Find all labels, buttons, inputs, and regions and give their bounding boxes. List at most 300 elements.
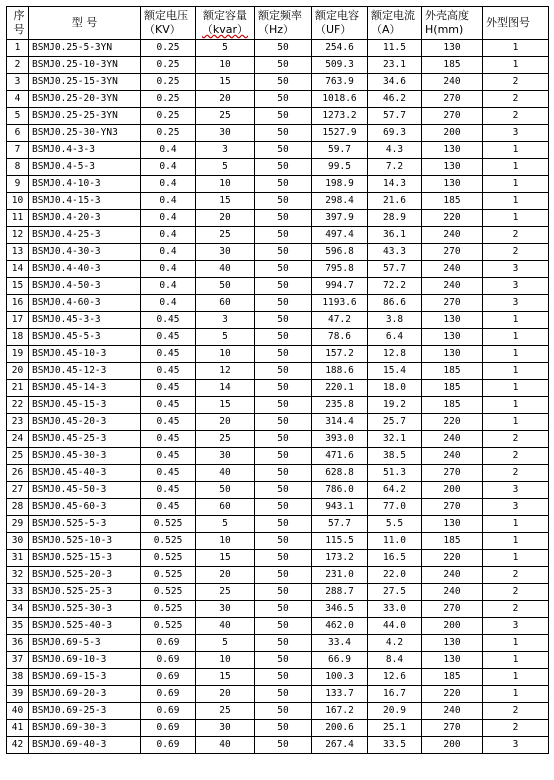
cell-frequency: 50: [255, 516, 312, 533]
cell-model: BSMJ0.69-5-3: [29, 635, 141, 652]
cell-current: 36.1: [368, 227, 422, 244]
cell-voltage: 0.25: [141, 40, 196, 57]
cell-frequency: 50: [255, 669, 312, 686]
cell-figure: 2: [483, 448, 549, 465]
cell-height: 185: [422, 57, 483, 74]
cell-current: 33.5: [368, 737, 422, 754]
header-model: 型 号: [29, 7, 141, 40]
cell-capacitance: 314.4: [312, 414, 368, 431]
cell-capacity: 12: [196, 363, 255, 380]
cell-voltage: 0.25: [141, 91, 196, 108]
cell-model: BSMJ0.525-15-3: [29, 550, 141, 567]
cell-capacity: 20: [196, 567, 255, 584]
cell-current: 51.3: [368, 465, 422, 482]
cell-current: 5.5: [368, 516, 422, 533]
table-row: [7, 652, 549, 669]
cell-frequency: 50: [255, 346, 312, 363]
cell-seq: 13: [7, 244, 29, 261]
header-voltage: 额定电压（KV）: [141, 7, 196, 40]
cell-frequency: 50: [255, 482, 312, 499]
cell-capacity: 30: [196, 244, 255, 261]
cell-capacitance: 66.9: [312, 652, 368, 669]
cell-model: BSMJ0.45-25-3: [29, 431, 141, 448]
cell-voltage: 0.45: [141, 397, 196, 414]
cell-seq: 37: [7, 652, 29, 669]
cell-seq: 20: [7, 363, 29, 380]
cell-capacitance: 628.8: [312, 465, 368, 482]
cell-current: 25.7: [368, 414, 422, 431]
cell-current: 32.1: [368, 431, 422, 448]
cell-current: 69.3: [368, 125, 422, 142]
table-row: [7, 550, 549, 567]
cell-current: 11.0: [368, 533, 422, 550]
cell-capacitance: 99.5: [312, 159, 368, 176]
cell-capacitance: 47.2: [312, 312, 368, 329]
table-row: [7, 482, 549, 499]
cell-capacity: 25: [196, 431, 255, 448]
table-row: [7, 142, 549, 159]
cell-model: BSMJ0.69-40-3: [29, 737, 141, 754]
cell-model: BSMJ0.45-5-3: [29, 329, 141, 346]
cell-seq: 42: [7, 737, 29, 754]
cell-voltage: 0.69: [141, 720, 196, 737]
header-figure: 外型图号: [483, 7, 549, 40]
table-row: [7, 737, 549, 754]
table-row: [7, 669, 549, 686]
cell-height: 240: [422, 703, 483, 720]
cell-voltage: 0.69: [141, 635, 196, 652]
table-row: [7, 312, 549, 329]
table-row: [7, 397, 549, 414]
cell-height: 270: [422, 295, 483, 312]
cell-height: 130: [422, 40, 483, 57]
cell-voltage: 0.4: [141, 227, 196, 244]
cell-frequency: 50: [255, 601, 312, 618]
cell-capacity: 15: [196, 193, 255, 210]
cell-figure: 1: [483, 686, 549, 703]
cell-current: 16.7: [368, 686, 422, 703]
cell-capacity: 3: [196, 142, 255, 159]
cell-capacitance: 254.6: [312, 40, 368, 57]
cell-model: BSMJ0.525-25-3: [29, 584, 141, 601]
cell-capacity: 5: [196, 635, 255, 652]
cell-voltage: 0.69: [141, 669, 196, 686]
cell-capacity: 25: [196, 703, 255, 720]
cell-seq: 40: [7, 703, 29, 720]
cell-figure: 1: [483, 550, 549, 567]
table-row: [7, 329, 549, 346]
cell-current: 11.5: [368, 40, 422, 57]
cell-frequency: 50: [255, 108, 312, 125]
cell-height: 185: [422, 669, 483, 686]
cell-height: 185: [422, 193, 483, 210]
cell-current: 21.6: [368, 193, 422, 210]
table-row: [7, 635, 549, 652]
table-row: [7, 244, 549, 261]
cell-height: 220: [422, 550, 483, 567]
table-row: [7, 448, 549, 465]
cell-height: 270: [422, 499, 483, 516]
cell-height: 240: [422, 567, 483, 584]
cell-current: 28.9: [368, 210, 422, 227]
cell-figure: 2: [483, 431, 549, 448]
cell-height: 270: [422, 108, 483, 125]
cell-seq: 32: [7, 567, 29, 584]
cell-figure: 2: [483, 720, 549, 737]
cell-figure: 1: [483, 57, 549, 74]
cell-capacity: 30: [196, 125, 255, 142]
cell-voltage: 0.25: [141, 108, 196, 125]
cell-current: 19.2: [368, 397, 422, 414]
cell-capacity: 14: [196, 380, 255, 397]
cell-capacitance: 1527.9: [312, 125, 368, 142]
cell-voltage: 0.525: [141, 550, 196, 567]
cell-figure: 1: [483, 380, 549, 397]
cell-current: 3.8: [368, 312, 422, 329]
cell-capacitance: 157.2: [312, 346, 368, 363]
cell-height: 200: [422, 482, 483, 499]
cell-voltage: 0.45: [141, 312, 196, 329]
cell-height: 220: [422, 414, 483, 431]
table-row: [7, 227, 549, 244]
cell-model: BSMJ0.4-10-3: [29, 176, 141, 193]
cell-figure: 1: [483, 652, 549, 669]
cell-height: 185: [422, 397, 483, 414]
header-seq: 序号: [7, 7, 29, 40]
cell-height: 130: [422, 346, 483, 363]
cell-voltage: 0.4: [141, 244, 196, 261]
cell-seq: 34: [7, 601, 29, 618]
cell-figure: 1: [483, 210, 549, 227]
table-row: [7, 159, 549, 176]
cell-capacitance: 235.8: [312, 397, 368, 414]
cell-capacity: 40: [196, 618, 255, 635]
cell-figure: 3: [483, 125, 549, 142]
cell-model: BSMJ0.45-50-3: [29, 482, 141, 499]
cell-height: 185: [422, 380, 483, 397]
cell-capacitance: 994.7: [312, 278, 368, 295]
cell-capacity: 15: [196, 74, 255, 91]
cell-capacitance: 231.0: [312, 567, 368, 584]
cell-seq: 15: [7, 278, 29, 295]
cell-voltage: 0.25: [141, 125, 196, 142]
cell-capacitance: 267.4: [312, 737, 368, 754]
cell-model: BSMJ0.525-30-3: [29, 601, 141, 618]
cell-voltage: 0.45: [141, 448, 196, 465]
table-row: [7, 346, 549, 363]
cell-capacity: 40: [196, 737, 255, 754]
cell-capacity: 10: [196, 176, 255, 193]
header-capacity-unit-text: （kvar）: [201, 23, 249, 36]
cell-height: 130: [422, 652, 483, 669]
cell-voltage: 0.45: [141, 346, 196, 363]
cell-capacitance: 298.4: [312, 193, 368, 210]
header-capacity: [196, 7, 255, 40]
cell-figure: 3: [483, 278, 549, 295]
cell-seq: 12: [7, 227, 29, 244]
cell-model: BSMJ0.45-60-3: [29, 499, 141, 516]
cell-frequency: 50: [255, 244, 312, 261]
cell-voltage: 0.4: [141, 159, 196, 176]
cell-frequency: 50: [255, 720, 312, 737]
cell-voltage: 0.4: [141, 210, 196, 227]
cell-capacitance: 786.0: [312, 482, 368, 499]
cell-seq: 39: [7, 686, 29, 703]
table-row: [7, 176, 549, 193]
cell-model: BSMJ0.4-20-3: [29, 210, 141, 227]
cell-capacity: 10: [196, 533, 255, 550]
cell-figure: 1: [483, 414, 549, 431]
cell-current: 57.7: [368, 261, 422, 278]
cell-height: 130: [422, 635, 483, 652]
cell-capacitance: 288.7: [312, 584, 368, 601]
cell-seq: 17: [7, 312, 29, 329]
cell-voltage: 0.525: [141, 533, 196, 550]
cell-height: 200: [422, 125, 483, 142]
cell-seq: 7: [7, 142, 29, 159]
cell-capacity: 20: [196, 210, 255, 227]
cell-seq: 11: [7, 210, 29, 227]
cell-voltage: 0.25: [141, 74, 196, 91]
cell-current: 8.4: [368, 652, 422, 669]
cell-capacity: 40: [196, 261, 255, 278]
cell-current: 27.5: [368, 584, 422, 601]
table-row: [7, 601, 549, 618]
cell-height: 270: [422, 601, 483, 618]
header-current: 额定电流（A）: [368, 7, 422, 40]
cell-seq: 1: [7, 40, 29, 57]
cell-current: 38.5: [368, 448, 422, 465]
cell-capacitance: 596.8: [312, 244, 368, 261]
cell-voltage: 0.4: [141, 176, 196, 193]
table-header: [7, 7, 549, 40]
cell-voltage: 0.525: [141, 516, 196, 533]
cell-current: 15.4: [368, 363, 422, 380]
cell-figure: 1: [483, 516, 549, 533]
cell-model: BSMJ0.45-40-3: [29, 465, 141, 482]
cell-figure: 3: [483, 295, 549, 312]
cell-frequency: 50: [255, 635, 312, 652]
cell-frequency: 50: [255, 193, 312, 210]
cell-current: 86.6: [368, 295, 422, 312]
cell-model: BSMJ0.25-10-3YN: [29, 57, 141, 74]
cell-capacitance: 173.2: [312, 550, 368, 567]
cell-model: BSMJ0.69-30-3: [29, 720, 141, 737]
cell-capacitance: 795.8: [312, 261, 368, 278]
cell-model: BSMJ0.4-60-3: [29, 295, 141, 312]
cell-height: 240: [422, 278, 483, 295]
table-row: [7, 261, 549, 278]
cell-frequency: 50: [255, 91, 312, 108]
cell-frequency: 50: [255, 431, 312, 448]
cell-voltage: 0.525: [141, 618, 196, 635]
table-row: [7, 431, 549, 448]
cell-voltage: 0.69: [141, 703, 196, 720]
cell-frequency: 50: [255, 465, 312, 482]
cell-capacitance: 397.9: [312, 210, 368, 227]
cell-height: 240: [422, 227, 483, 244]
cell-seq: 2: [7, 57, 29, 74]
cell-frequency: 50: [255, 499, 312, 516]
cell-seq: 9: [7, 176, 29, 193]
cell-model: BSMJ0.4-5-3: [29, 159, 141, 176]
cell-frequency: 50: [255, 686, 312, 703]
cell-model: BSMJ0.45-14-3: [29, 380, 141, 397]
cell-voltage: 0.4: [141, 261, 196, 278]
cell-model: BSMJ0.69-20-3: [29, 686, 141, 703]
capacitor-spec-table: [6, 6, 549, 754]
cell-capacity: 20: [196, 91, 255, 108]
cell-height: 200: [422, 737, 483, 754]
cell-capacity: 20: [196, 414, 255, 431]
cell-height: 240: [422, 74, 483, 91]
cell-capacitance: 198.9: [312, 176, 368, 193]
cell-capacitance: 100.3: [312, 669, 368, 686]
cell-height: 130: [422, 312, 483, 329]
cell-current: 20.9: [368, 703, 422, 720]
cell-capacitance: 188.6: [312, 363, 368, 380]
cell-capacity: 5: [196, 516, 255, 533]
table-row: [7, 125, 549, 142]
cell-current: 64.2: [368, 482, 422, 499]
cell-model: BSMJ0.25-5-3YN: [29, 40, 141, 57]
cell-capacity: 60: [196, 499, 255, 516]
cell-seq: 36: [7, 635, 29, 652]
cell-figure: 2: [483, 74, 549, 91]
cell-capacitance: 509.3: [312, 57, 368, 74]
cell-current: 77.0: [368, 499, 422, 516]
cell-model: BSMJ0.45-12-3: [29, 363, 141, 380]
cell-figure: 2: [483, 465, 549, 482]
table-row: [7, 40, 549, 57]
cell-model: BSMJ0.25-25-3YN: [29, 108, 141, 125]
cell-model: BSMJ0.45-3-3: [29, 312, 141, 329]
cell-frequency: 50: [255, 176, 312, 193]
cell-capacity: 5: [196, 329, 255, 346]
cell-seq: 21: [7, 380, 29, 397]
cell-frequency: 50: [255, 380, 312, 397]
table-row: [7, 567, 549, 584]
cell-model: BSMJ0.525-40-3: [29, 618, 141, 635]
cell-figure: 1: [483, 193, 549, 210]
cell-voltage: 0.45: [141, 329, 196, 346]
table-row: [7, 363, 549, 380]
cell-current: 34.6: [368, 74, 422, 91]
cell-capacity: 25: [196, 227, 255, 244]
cell-current: 4.3: [368, 142, 422, 159]
cell-seq: 4: [7, 91, 29, 108]
cell-seq: 16: [7, 295, 29, 312]
cell-frequency: 50: [255, 278, 312, 295]
cell-figure: 3: [483, 482, 549, 499]
table-row: [7, 465, 549, 482]
cell-figure: 1: [483, 159, 549, 176]
table-row: [7, 278, 549, 295]
header-capacity-unit: [196, 23, 254, 37]
cell-voltage: 0.69: [141, 652, 196, 669]
cell-capacity: 15: [196, 669, 255, 686]
cell-voltage: 0.4: [141, 193, 196, 210]
cell-seq: 31: [7, 550, 29, 567]
cell-capacitance: 220.1: [312, 380, 368, 397]
cell-height: 185: [422, 363, 483, 380]
cell-frequency: 50: [255, 703, 312, 720]
cell-capacity: 50: [196, 278, 255, 295]
table-row: [7, 380, 549, 397]
cell-capacity: 3: [196, 312, 255, 329]
cell-frequency: 50: [255, 295, 312, 312]
cell-capacity: 40: [196, 465, 255, 482]
cell-figure: 2: [483, 108, 549, 125]
cell-capacitance: 393.0: [312, 431, 368, 448]
cell-figure: 1: [483, 142, 549, 159]
cell-frequency: 50: [255, 550, 312, 567]
cell-figure: 3: [483, 618, 549, 635]
cell-capacity: 50: [196, 482, 255, 499]
cell-model: BSMJ0.25-30-YN3: [29, 125, 141, 142]
cell-voltage: 0.4: [141, 142, 196, 159]
cell-current: 57.7: [368, 108, 422, 125]
cell-voltage: 0.45: [141, 363, 196, 380]
cell-seq: 5: [7, 108, 29, 125]
cell-frequency: 50: [255, 57, 312, 74]
cell-height: 130: [422, 329, 483, 346]
cell-capacitance: 59.7: [312, 142, 368, 159]
cell-model: BSMJ0.69-10-3: [29, 652, 141, 669]
cell-figure: 2: [483, 584, 549, 601]
cell-current: 46.2: [368, 91, 422, 108]
cell-height: 270: [422, 244, 483, 261]
cell-capacity: 15: [196, 397, 255, 414]
cell-frequency: 50: [255, 210, 312, 227]
cell-height: 240: [422, 431, 483, 448]
cell-model: BSMJ0.4-15-3: [29, 193, 141, 210]
cell-model: BSMJ0.45-10-3: [29, 346, 141, 363]
cell-frequency: 50: [255, 227, 312, 244]
table-row: [7, 108, 549, 125]
table-row: [7, 414, 549, 431]
cell-voltage: 0.45: [141, 499, 196, 516]
cell-seq: 30: [7, 533, 29, 550]
cell-height: 240: [422, 261, 483, 278]
cell-voltage: 0.45: [141, 482, 196, 499]
cell-seq: 3: [7, 74, 29, 91]
cell-figure: 1: [483, 312, 549, 329]
cell-seq: 29: [7, 516, 29, 533]
cell-capacity: 60: [196, 295, 255, 312]
cell-frequency: 50: [255, 448, 312, 465]
cell-figure: 3: [483, 737, 549, 754]
header-height: 外壳高度H(mm): [422, 7, 483, 40]
cell-figure: 3: [483, 261, 549, 278]
cell-figure: 1: [483, 346, 549, 363]
cell-voltage: 0.525: [141, 567, 196, 584]
cell-voltage: 0.525: [141, 584, 196, 601]
cell-frequency: 50: [255, 125, 312, 142]
cell-seq: 18: [7, 329, 29, 346]
cell-current: 12.8: [368, 346, 422, 363]
cell-height: 185: [422, 533, 483, 550]
table-row: [7, 516, 549, 533]
header-capacitance: 额定电容（UF）: [312, 7, 368, 40]
cell-seq: 19: [7, 346, 29, 363]
cell-figure: 2: [483, 703, 549, 720]
cell-height: 130: [422, 159, 483, 176]
cell-height: 240: [422, 584, 483, 601]
cell-capacitance: 346.5: [312, 601, 368, 618]
cell-frequency: 50: [255, 414, 312, 431]
cell-voltage: 0.45: [141, 380, 196, 397]
